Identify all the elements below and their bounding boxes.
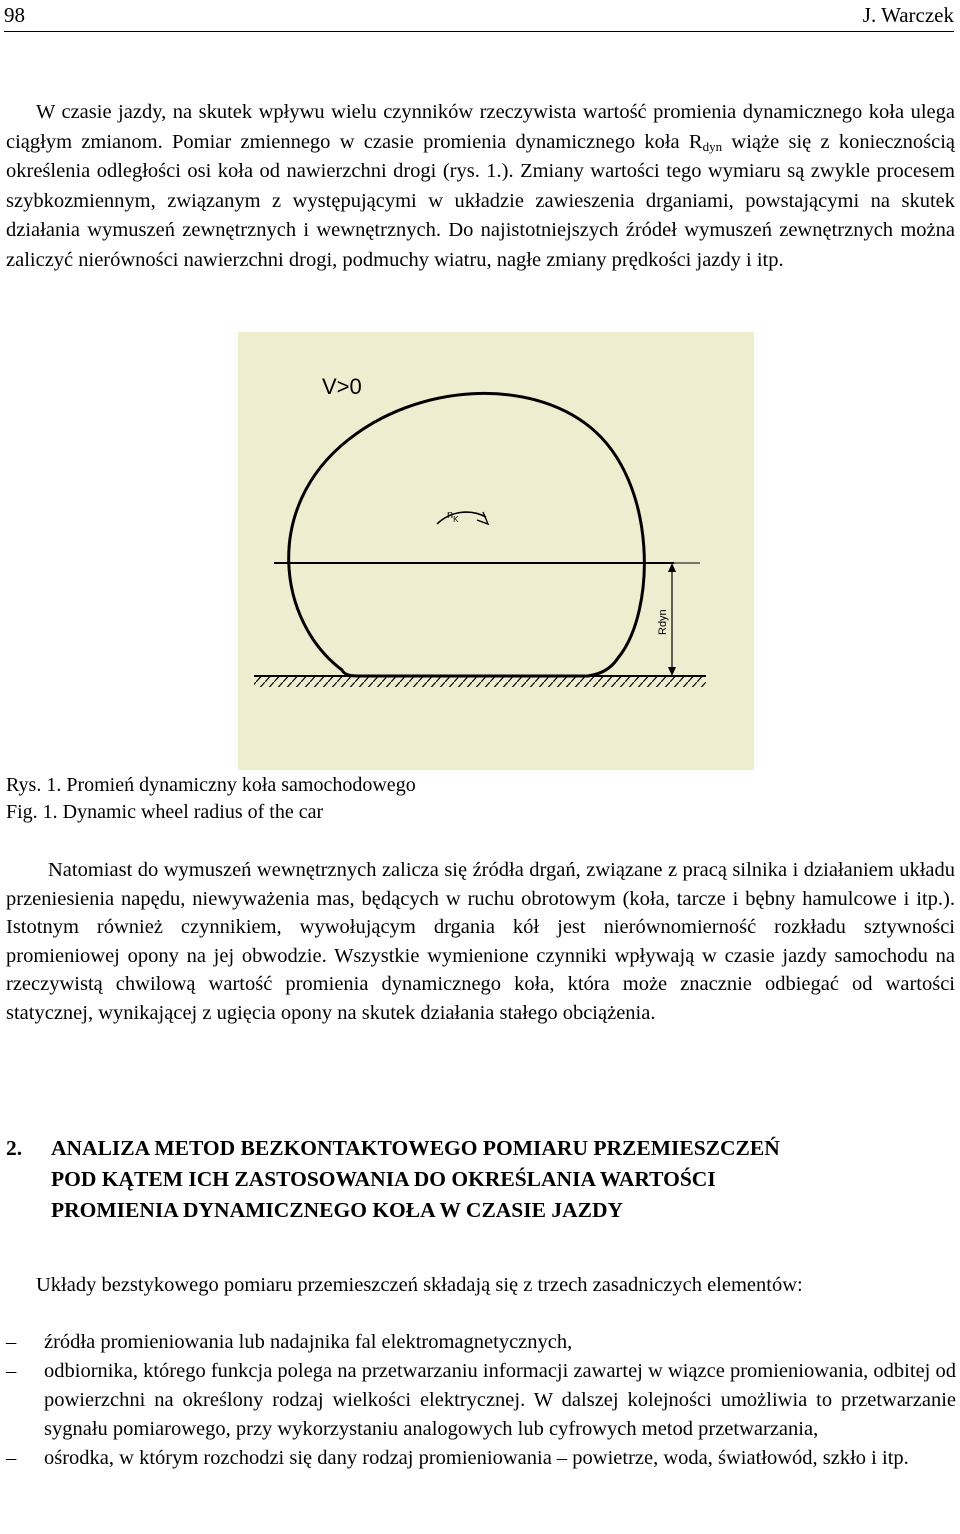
list-item [6, 1444, 956, 1473]
page-number: 98 [4, 3, 25, 27]
rotation-label: $n_K$ [447, 509, 459, 524]
road-hatching [254, 677, 706, 687]
figure-caption-en: Fig. 1. Dynamic wheel radius of the car [6, 801, 324, 823]
subscript-dyn: dyn [702, 138, 723, 154]
list-item [6, 1328, 956, 1357]
dash-bullet: – [6, 1447, 17, 1469]
velocity-label: V>0 [322, 374, 362, 399]
section-title-line: POD KĄTEM ICH ZASTOSOWANIA DO OKREŚLANIA WARTOŚCI [51, 1167, 716, 1191]
list-item-text: ośrodka, w którym rozchodzi się dany rodzaj promieniowania – powietrze, woda, światłowód, szkło i itp. [44, 1447, 909, 1469]
section-title [51, 1133, 951, 1226]
section-title-line: ANALIZA METOD BEZKONTAKTOWEGO POMIARU PRZEMIESZCZEŃ [51, 1136, 780, 1160]
paragraph-systems-intro: Układy bezstykowego pomiaru przemieszczeń składają się z trzech zasadniczych elementów: [36, 1274, 803, 1296]
paragraph-internal-excitations: Natomiast do wymuszeń wewnętrznych zalicza się źródła drgań, związane z pracą silnika i działaniem układu przeniesienia napędu, niewyważenia mas, będących w ruchu obrotowym (koła, tarcze i bębny hamulcowe i itp.). Istotnym również czynnikiem, wywołującym drgania kół jest nierównomierność rozkładu sztywności promieniowej opony na jej obwodzie. Wszystkie wymienione czynniki wpływają w czasie jazdy samochodu na rzeczywistą chwilową wartość promienia dynamicznego koła, która może znacznie odbiegać od wartości statycznej, wynikającej z ugięcia opony na skutek działania stałego obciążenia. [6, 859, 955, 1024]
list-item [6, 1357, 956, 1444]
tyre-outline [289, 393, 645, 676]
wheel-diagram-svg [238, 332, 754, 770]
list-item-text: źródła promieniowania lub nadajnika fal elektromagnetycznych, [44, 1331, 573, 1353]
paragraph-intro-text-b: wiąże się z koniecznością określenia odległości osi koła od nawierzchni drogi (rys. 1.). Zmiany wartości tego wymiaru są zwykle procesem szybkozmiennym, związanym z występującymi w układzie zawieszenia drganiami, powstającymi na skutek działania wymuszeń zewnętrznych i wewnętrznych. Do najistotniejszych źródeł wymuszeń zewnętrznych można zaliczyć nierówności nawierzchni drogi, podmuchy wiatru, nagłe zmiany prędkości jazdy i itp. [6, 130, 956, 271]
dash-bullet: – [6, 1331, 17, 1353]
paragraph-intro [6, 98, 955, 275]
dash-bullet: – [6, 1360, 17, 1382]
dim-arrow-bottom-icon [668, 667, 676, 676]
dim-arrow-top-icon [668, 563, 676, 572]
list-item-text: odbiornika, którego funkcja polega na przetwarzaniu informacji zawartej w wiązce promieniowania, odbitej od powierzchni na określony rodzaj wielkości elektrycznej. W dalszej kolejności umożliwia to przetwarzanie sygnału pomiarowego, przy wykorzystaniu analogowych lub cyfrowych metod przetwarzania, [44, 1360, 956, 1440]
page-header [4, 0, 954, 32]
figure-wheel-diagram [238, 332, 754, 770]
rotation-arc [437, 512, 486, 524]
running-author: J. Warczek [862, 3, 954, 27]
paragraph-intro-text-a: W czasie jazdy, na skutek wpływu wielu czynników rzeczywista wartość promienia dynamicznego koła ulega ciągłym zmianom. Pomiar zmiennego w czasie promienia dynamicznego koła R [6, 101, 955, 153]
figure-caption-pl: Rys. 1. Promień dynamiczny koła samochodowego [6, 774, 416, 796]
elements-list [6, 1328, 956, 1473]
radius-label: Rdyn [657, 609, 669, 635]
section-number: 2. [6, 1136, 23, 1160]
section-title-line: PROMIENIA DYNAMICZNEGO KOŁA W CZASIE JAZDY [51, 1198, 624, 1222]
